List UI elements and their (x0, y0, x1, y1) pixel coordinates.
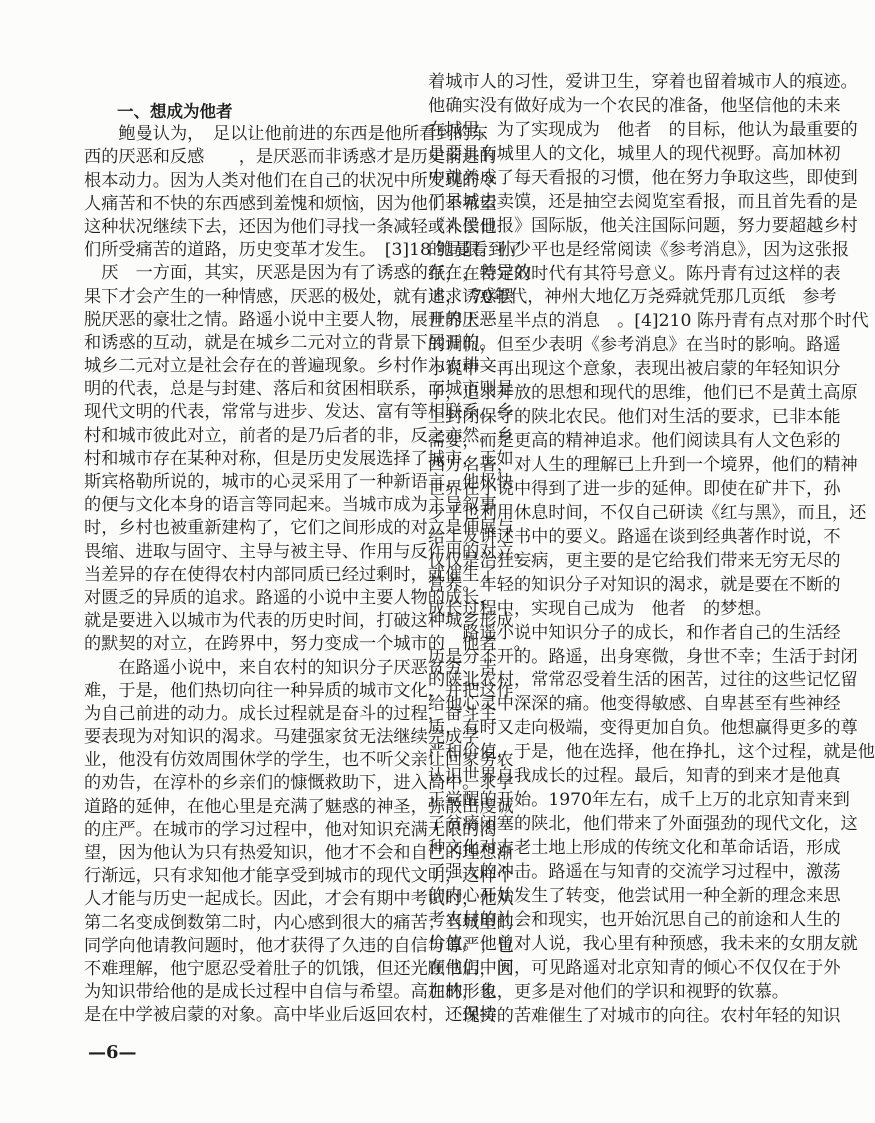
text-line: 少平也利用休息时间，不仅自己研读《红与黑》，而且，还 (428, 502, 867, 523)
text-line: 严和价值，于是，他在选择，他在挣扎，这个过程，就是他 (428, 742, 875, 763)
text-line: 了县城去卖馍，还是抽空去阅览室看报，而且首先看的是 (428, 191, 858, 212)
text-line: 畏缩、进取与固守、主导与被主导、作用与反作用的对立。 (84, 541, 531, 562)
text-line: 脱厌恶的豪壮之情。路遥小说中主要人物，展开的厌恶 (84, 309, 497, 330)
text-line: 行渐远，只有求知他才能享受到城市的现代文明，这样个 (84, 866, 514, 887)
text-line: 价值。他曾对人说，我心里有种预感，我未来的女朋友就 (428, 933, 858, 954)
section-heading (84, 100, 421, 123)
text-line: 就是要进入以城市为代表的历史时间，打破这种城乡形成 (84, 611, 514, 632)
text-line: 路遥小说中知识分子的成长，和作者自己的生活经 (462, 622, 841, 643)
text-line: 子，追求开放的思想和现代的思维，他们已不是黄土高原 (428, 383, 858, 404)
text-line: 是在中学被启蒙的对象。高中毕业后返回农村，还保持 (84, 1005, 497, 1026)
text-line: 了强大的冲击。路遥在与知青的交流学习过程中，激荡 (428, 861, 841, 882)
text-line: 村和城市存在某种对称，但是历史发展选择了城市，正如 (84, 448, 514, 469)
page-number: —6— (88, 1042, 137, 1063)
text-line: 斯宾格勒所说的，城市的心灵采用了一种新语言，他极快 (84, 472, 514, 492)
text-line: 在他们中间，可见路遥对北京知青的倾心不仅仅在于外 (428, 957, 841, 978)
text-line: 的局限。孙少平也是经常阅读《参考消息》，因为这张报 (428, 239, 850, 260)
text-line: 人痛苦和不快的东西感到羞愧和烦恼，因为他们不希望 (84, 193, 497, 214)
paragraph (84, 657, 514, 1028)
text-line: 是要具有城里人的文化，城里人的现代视野。高加林初 (428, 143, 841, 164)
text-line: 现代文明的代表，常常与进步、发达、富有等相联系。乡 (84, 402, 514, 423)
text-line: 营养。年轻的知识分子对知识的渴求，就是要在不断的 (428, 574, 841, 595)
text-line: 厌 一方面，其实，厌恶是因为有了诱惑的存在，差异效 (84, 263, 531, 284)
text-line: 们所受痛苦的道路，历史变革才发生。 [3]18 鲍曼看到了 (84, 240, 523, 261)
text-line: 村和城市彼此对立，前者的是乃后者的非，反之亦然。乡 (84, 425, 514, 446)
text-line: 他确实没有做好成为一个农民的准备，他坚信他的未来 (428, 95, 841, 116)
text-line: 小说中一再出现这个意象，表现出被启蒙的年轻知识分 (428, 359, 841, 380)
text-line: 西方名著，对人生的理解已上升到一个境界，他们的精神 (428, 455, 858, 475)
text-line: 历是分不开的。路遥，出身寒微，身世不幸；生活于封闭 (428, 646, 858, 667)
heading-text: 一、想成为他者 (117, 102, 233, 121)
right-column (428, 71, 875, 1029)
text-line: 西的厌恶和反感 ，是厌恶而非诱惑才是历史前进的 (84, 147, 497, 168)
paragraph (428, 71, 869, 622)
text-line: 给工友讲述书中的要义。路遥在谈到经典著作时说，不 (428, 526, 841, 547)
text-line: 考农村的社会和现实，也开始沉思自己的前途和人生的 (428, 909, 841, 930)
text-line: 的便与文化本身的语言等同起来。当城市成为主导叙事 (84, 495, 497, 516)
text-line: 世界上一星半点的消息 。[4]210 陈丹青有点对那个时代 (428, 311, 869, 332)
text-line: 当差异的存在使得农村内部同质已经过剩时，就催生了 (84, 564, 497, 585)
text-line: 这种状况继续下去，还因为他们寻找一条减轻或补偿他 (84, 216, 497, 237)
text-line: 认识世界自我成长的过程。最后，知青的到来才是他真 (428, 766, 841, 787)
text-line: 了贫瘠闭塞的陕北，他们带来了外面强劲的现代文化，这 (428, 814, 858, 835)
text-line: 和诱惑的互动，就是在城乡二元对立的背景下展开的。 (84, 332, 497, 353)
text-line: 的调侃，但至少表明《参考消息》在当时的影响。路遥 (428, 335, 841, 356)
paragraph (84, 123, 531, 656)
text-line: 着城市人的习性，爱讲卫生，穿着也留着城市人的痕迹。 (428, 72, 858, 92)
text-line: 世界在小说中得到了进一步的延伸。即使在矿井下，孙 (428, 478, 841, 499)
left-column (84, 100, 531, 1028)
text-line: 上封闭保守的陕北农民。他们对生活的要求，已非本能 (428, 407, 841, 428)
text-line: 鲍曼认为， 足以让他前进的东西是他所看到的东 (118, 124, 488, 145)
text-line: 为自己前进的动力。成长过程就是奋斗的过程，奋斗主 (84, 703, 497, 724)
text-line: 仅仅是治狂妄病，更主要的是它给我们带来无穷无尽的 (428, 550, 841, 571)
paragraph (428, 1005, 841, 1029)
text-line: 明的代表，总是与封建、落后和贫困相联系，而城市则是 (84, 379, 514, 400)
text-line: 的劝告，在淳朴的乡亲们的慷慨救助下，进入高中。求学 (84, 773, 514, 794)
text-line: 的内心开始发生了转变，他尝试用一种全新的理念来思 (428, 885, 841, 906)
text-line: 中就养成了每天看报的习惯，他在努力争取这些，即使到 (428, 167, 858, 188)
text-line: 给他心灵中深深的痛。他变得敏感、自卑甚至有些神经 (428, 694, 841, 715)
text-line: 述， 70年代，神州大地亿万尧舜就凭那几页纸 参考 (428, 287, 837, 308)
text-line: 在的形象，更多是对他们的学识和视野的钦慕。 (428, 981, 789, 1002)
text-line: 的默契的对立，在跨界中，努力变成一个城市的 他者 。 (84, 634, 531, 655)
text-line: 的庄严。在城市的学习过程中，他对知识充满无限的渴 (84, 819, 497, 840)
text-line: 时，乡村也被重新建构了，它们之间形成的对立是伸展与 (84, 518, 514, 539)
text-line: 人才能与历史一起成长。因此，才会有期中考试时，他从 (84, 889, 514, 910)
text-line: 需要，而是更高的精神追求。他们阅读具有人文色彩的 (428, 431, 841, 452)
text-line: 道路的延伸，在他心里是充满了魅惑的神圣，弥散出虔诚 (84, 796, 514, 817)
text-line: 果下才会产生的一种情感，厌恶的极处，就有追求诱惑摆 (84, 286, 514, 307)
text-line: 城乡二元对立是社会存在的普遍现象。乡村作为农耕文 (84, 356, 497, 377)
text-line: 纸，在特定的时代有其符号意义。陈丹青有过这样的表 (428, 263, 841, 284)
text-line: 种文化对古老土地上形成的传统文化和革命话语，形成 (428, 838, 841, 858)
text-line: 同学向他请教问题时，他才获得了久违的自信与尊严；也 (84, 935, 514, 956)
text-line: 质，有时又走向极端，变得更加自负。他想赢得更多的尊 (428, 718, 858, 739)
text-line: 要表现为对知识的渴求。马建强家贫无法继续完成学 (84, 727, 480, 748)
text-line: 根本动力。因为人类对他们在自己的状况中所发现的令 (84, 170, 497, 191)
text-line: 业，他没有仿效周围休学的学生，也不听父亲让回家务农 (84, 750, 514, 771)
text-line: 第二名变成倒数第二时，内心感到很大的痛苦；当城里的 (84, 912, 514, 933)
text-line: 在路遥小说中，来自农村的知识分子厌恶贫穷、苦 (118, 657, 497, 678)
text-line: 不难理解，他宁愿忍受着肚子的饥饿，但还光顾书店，因 (84, 958, 514, 979)
text-line: 望，因为他认为只有热爱知识，他才不会和自己的理想渐 (84, 843, 514, 863)
text-line: 对匮乏的异质的追求。路遥的小说中主要人物的成长， (84, 587, 497, 608)
text-line: 在城里，为了实现成为 他者 的目标，他认为最重要的 (428, 119, 858, 140)
text-line: 的陕北农村，常常忍受着生活的困苦，过往的这些记忆留 (428, 670, 858, 691)
text-line: 成长过程中，实现自己成为 他者 的梦想。 (428, 598, 772, 619)
text-line: 难，于是，他们热切向往一种异质的城市文化，并把这作 (84, 680, 514, 701)
text-line: 为知识带给他的是成长过程中自信与希望。高加林，也 (84, 982, 497, 1003)
paragraph (428, 622, 875, 1005)
text-line: 现实的苦难催生了对城市的向往。农村年轻的知识 (462, 1005, 841, 1026)
text-line: 《人民日报》国际版，他关注国际问题，努力要超越乡村 (428, 215, 858, 236)
text-line: 正觉醒的开始。1970年左右，成千上万的北京知青来到 (428, 790, 850, 811)
